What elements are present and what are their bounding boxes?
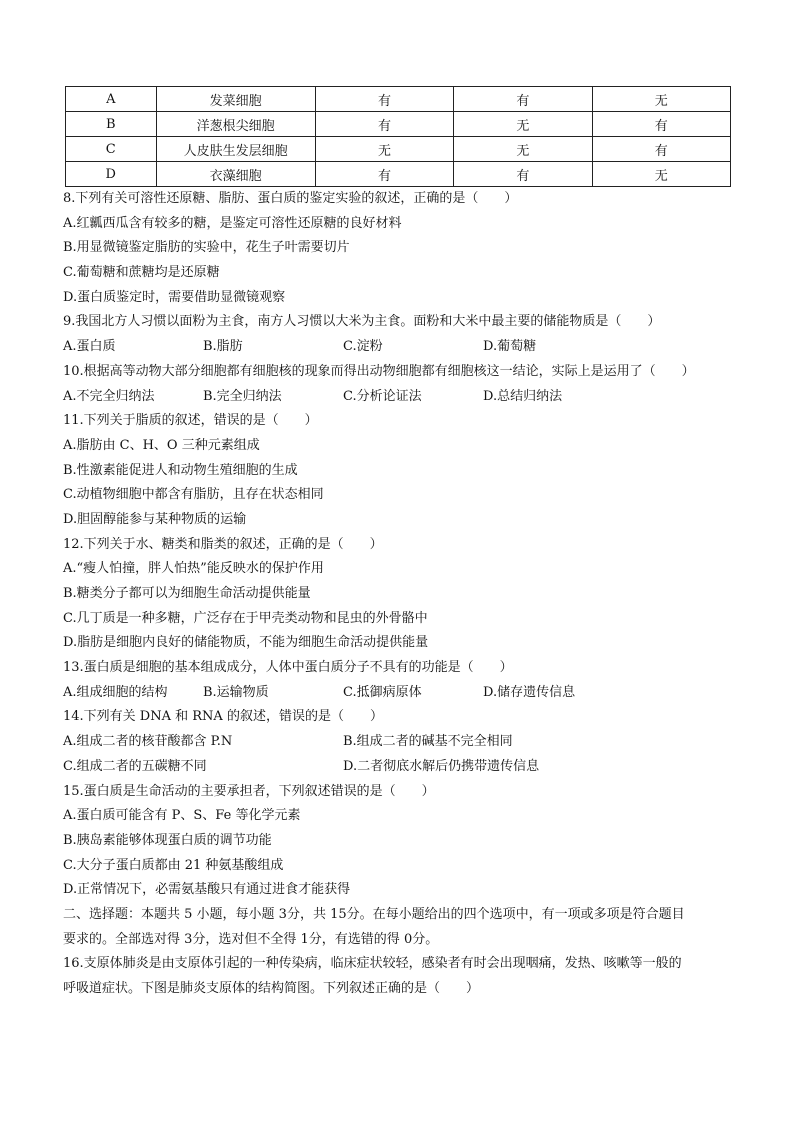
question-11-option-c: C.动植物细胞中都含有脂肪，且存在状态相同 bbox=[63, 487, 324, 503]
question-15-option-d: D.正常情况下，必需氨基酸只有通过进食才能获得 bbox=[63, 882, 351, 898]
table-cell: 有 bbox=[454, 162, 592, 187]
section-2-heading: 二、选择题：本题共 5 小题，每小题 3分，共 15分。在每小题给出的四个选项中，有一项或多项是符合题目 bbox=[63, 906, 685, 922]
table-row bbox=[66, 137, 731, 162]
question-15-stem: 15.蛋白质是生命活动的主要承担者，下列叙述错误的是（ ） bbox=[63, 783, 435, 799]
question-14-option-c: C.组成二者的五碳糖不同 bbox=[63, 758, 207, 774]
table-row bbox=[66, 162, 731, 187]
table-cell: D bbox=[66, 162, 157, 187]
question-12-option-a: A.“瘦人怕撞，胖人怕热”能反映水的保护作用 bbox=[63, 561, 324, 577]
table-cell: 无 bbox=[592, 87, 730, 112]
question-14-option-a: A.组成二者的核苷酸都含 P.N bbox=[63, 734, 233, 750]
question-9-option-c: C.淀粉 bbox=[343, 339, 383, 355]
question-12-option-d: D.脂肪是细胞内良好的储能物质，不能为细胞生命活动提供能量 bbox=[63, 635, 429, 651]
table-cell: 发菜细胞 bbox=[156, 87, 315, 112]
question-10-option-b: B.完全归纳法 bbox=[203, 388, 282, 404]
table-cell: 有 bbox=[315, 87, 453, 112]
options-table bbox=[65, 86, 731, 187]
table-cell: 有 bbox=[454, 87, 592, 112]
question-8-stem: 8.下列有关可溶性还原糖、脂肪、蛋白质的鉴定实验的叙述，正确的是（ ） bbox=[63, 191, 518, 206]
question-15-option-a: A.蛋白质可能含有 P、S、Fe 等化学元素 bbox=[63, 808, 301, 824]
question-8-option-b: B.用显微镜鉴定脂肪的实验中，花生子叶需要切片 bbox=[63, 240, 350, 256]
table-cell: 有 bbox=[315, 112, 453, 137]
question-16-stem-line-1: 16.支原体肺炎是由支原体引起的一种传染病，临床症状较轻，感染者有时会出现咽痛，发热、咳嗽等一般的 bbox=[63, 956, 682, 972]
table-cell: 洋葱根尖细胞 bbox=[156, 112, 315, 137]
question-14-option-b: B.组成二者的碱基不完全相同 bbox=[343, 734, 513, 750]
table-cell: 有 bbox=[592, 112, 730, 137]
table-cell: 衣藻细胞 bbox=[156, 162, 315, 187]
question-10-option-d: D.总结归纳法 bbox=[483, 388, 563, 404]
question-11-option-a: A.脂肪由 C、H、O 三种元素组成 bbox=[63, 437, 260, 453]
question-9-options bbox=[63, 335, 731, 360]
table-cell: B bbox=[66, 112, 157, 137]
question-8-option-a: A.红瓤西瓜含有较多的糖，是鉴定可溶性还原糖的良好材料 bbox=[63, 215, 402, 231]
question-9-option-b: B.脂肪 bbox=[203, 339, 243, 355]
question-8-option-d: D.蛋白质鉴定时，需要借助显微镜观察 bbox=[63, 289, 286, 305]
exam-page bbox=[63, 86, 731, 1002]
question-9-option-a: A.蛋白质 bbox=[63, 339, 116, 355]
table-cell: 有 bbox=[315, 162, 453, 187]
table-cell: 无 bbox=[454, 137, 592, 162]
table-cell: 人皮肤生发层细胞 bbox=[156, 137, 315, 162]
question-14-option-d: D.二者彻底水解后仍携带遗传信息 bbox=[343, 758, 540, 774]
question-12-stem: 12.下列关于水、糖类和脂类的叙述，正确的是（ ） bbox=[63, 536, 383, 552]
table-row bbox=[66, 87, 731, 112]
table-cell: A bbox=[66, 87, 157, 112]
question-13-option-b: B.运输物质 bbox=[203, 684, 269, 700]
question-9-stem: 9.我国北方人习惯以面粉为主食，南方人习惯以大米为主食。面粉和大米中最主要的储能物质是（ ） bbox=[63, 314, 661, 330]
table-cell: 有 bbox=[592, 137, 730, 162]
table-row bbox=[66, 112, 731, 137]
question-10-stem: 10.根据高等动物大部分细胞都有细胞核的现象而得出动物细胞都有细胞核这一结论，实际上是运用了（ ） bbox=[63, 363, 695, 379]
question-13-option-a: A.组成细胞的结构 bbox=[63, 684, 168, 700]
question-15-option-b: B.胰岛素能够体现蛋白质的调节功能 bbox=[63, 832, 272, 848]
question-14-options-ab bbox=[63, 730, 731, 755]
question-11-option-d: D.胆固醇能参与某种物质的运输 bbox=[63, 511, 247, 527]
question-14-options-cd bbox=[63, 755, 731, 780]
question-14-stem: 14.下列有关 DNA 和 RNA 的叙述，错误的是（ ） bbox=[63, 709, 383, 725]
question-16-stem-line-2: 呼吸道症状。下图是肺炎支原体的结构简图。下列叙述正确的是（ ） bbox=[63, 981, 480, 996]
question-13-option-d: D.储存遗传信息 bbox=[483, 684, 576, 700]
question-10-option-c: C.分析论证法 bbox=[343, 388, 422, 404]
question-12-option-b: B.糖类分子都可以为细胞生命活动提供能量 bbox=[63, 586, 311, 601]
table-cell: 无 bbox=[315, 137, 453, 162]
question-13-stem: 13.蛋白质是细胞的基本组成成分，人体中蛋白质分子不具有的功能是（ ） bbox=[63, 660, 513, 676]
question-13-options bbox=[63, 681, 731, 706]
question-13-option-c: C.抵御病原体 bbox=[343, 684, 422, 700]
question-12-option-c: C.几丁质是一种多糖，广泛存在于甲壳类动物和昆虫的外骨骼中 bbox=[63, 610, 428, 626]
question-10-options bbox=[63, 385, 731, 410]
section-2-instructions: 要求的。全部选对得 3分，选对但不全得 1分，有选错的得 0分。 bbox=[63, 931, 439, 947]
question-11-stem: 11.下列关于脂质的叙述，错误的是（ ） bbox=[63, 413, 318, 429]
table-cell: 无 bbox=[592, 162, 730, 187]
question-11-option-b: B.性激素能促进人和动物生殖细胞的生成 bbox=[63, 462, 298, 478]
question-8-option-c: C.葡萄糖和蔗糖均是还原糖 bbox=[63, 265, 220, 281]
table-cell: C bbox=[66, 137, 157, 162]
question-9-option-d: D.葡萄糖 bbox=[483, 339, 537, 355]
question-10-option-a: A.不完全归纳法 bbox=[63, 388, 155, 404]
question-15-option-c: C.大分子蛋白质都由 21 种氨基酸组成 bbox=[63, 857, 284, 873]
table-cell: 无 bbox=[454, 112, 592, 137]
